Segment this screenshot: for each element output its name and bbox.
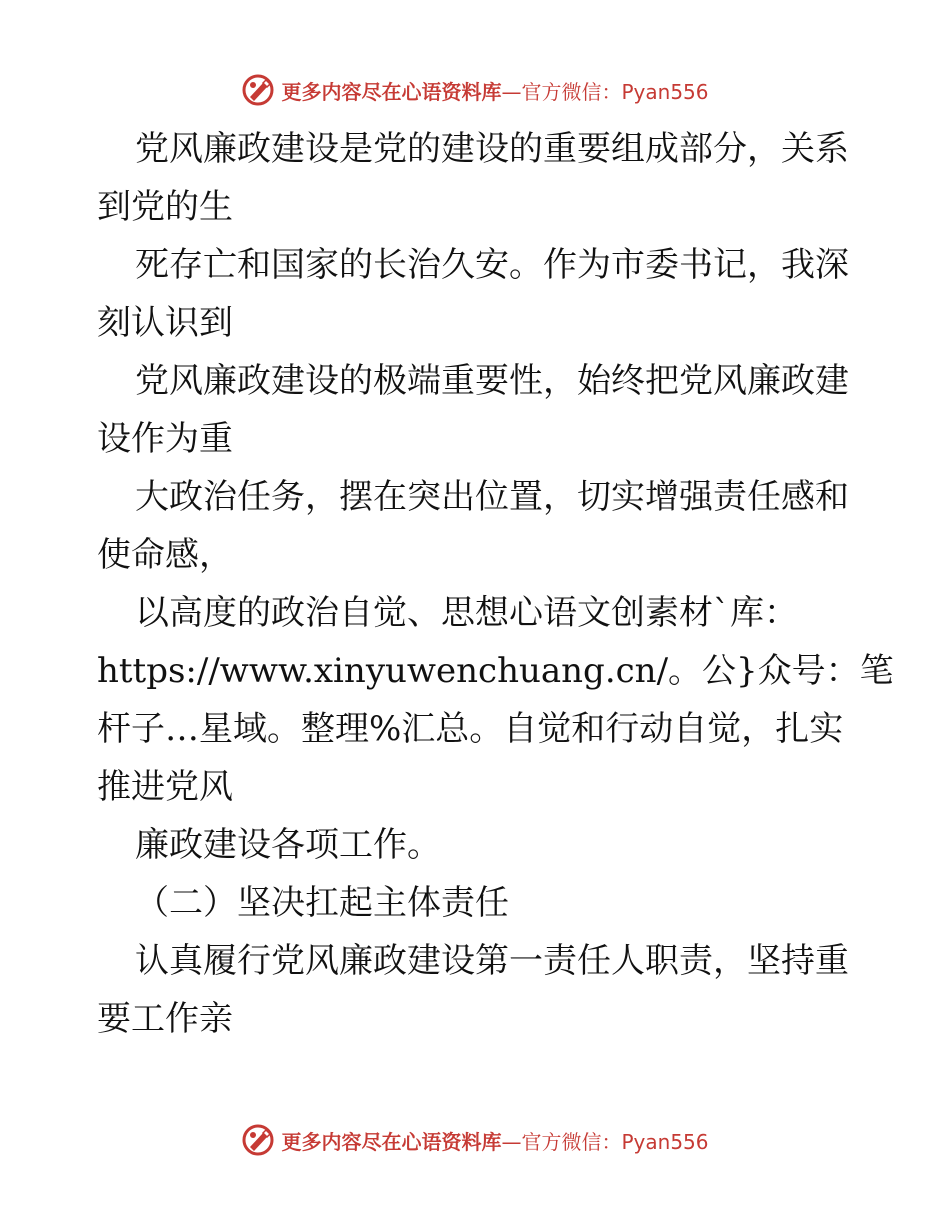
footer-separator: — xyxy=(501,1129,522,1154)
red-pen-seal-logo-icon xyxy=(241,1123,275,1157)
body-line: 以高度的政治自觉、思想心语文创素材`库： xyxy=(135,593,798,633)
body-line: 大政治任务，摆在突出位置，切实增强责任感和 xyxy=(135,477,849,517)
body-line: 使命感， xyxy=(97,535,233,575)
footer-banner xyxy=(0,1120,950,1160)
footer-wechat-label: 官方微信： xyxy=(521,1129,622,1154)
footer-site: 更多内容尽在心语资料库 xyxy=(281,1129,502,1154)
header-site: 更多内容尽在心语资料库 xyxy=(281,79,502,104)
body-line: 廉政建设各项工作。 xyxy=(135,825,441,865)
body-line: 认真履行党风廉政建设第一责任人职责，坚持重 xyxy=(135,941,849,981)
header-wechat-id: Pyan556 xyxy=(621,79,709,104)
body-line: 党风廉政建设是党的建设的重要组成部分，关系 xyxy=(135,129,849,169)
header-text xyxy=(281,76,708,105)
body-line: 党风廉政建设的极端重要性，始终把党风廉政建 xyxy=(135,361,849,401)
body-line: 推进党风 xyxy=(97,767,233,807)
section-heading: （二）坚决扛起主体责任 xyxy=(135,883,509,923)
body-line: 要工作亲 xyxy=(97,999,233,1039)
header-wechat-label: 官方微信： xyxy=(521,79,622,104)
header-separator: — xyxy=(501,79,522,104)
header-banner xyxy=(0,70,950,110)
footer-wechat-id: Pyan556 xyxy=(621,1129,709,1154)
red-pen-seal-logo-icon xyxy=(241,73,275,107)
body-line: 刻认识到 xyxy=(97,303,233,343)
footer-text xyxy=(281,1126,708,1155)
body-line: 杆子…星域。整理%汇总。自觉和行动自觉，扎实 xyxy=(97,709,844,749)
body-line: 到党的生 xyxy=(97,187,233,227)
body-line: 死存亡和国家的长治久安。作为市委书记，我深 xyxy=(135,245,849,285)
body-line: 设作为重 xyxy=(97,419,233,459)
document-body xyxy=(97,120,894,1048)
body-line: https://www.xinyuwenchuang.cn/。公}众号：笔 xyxy=(97,651,894,691)
